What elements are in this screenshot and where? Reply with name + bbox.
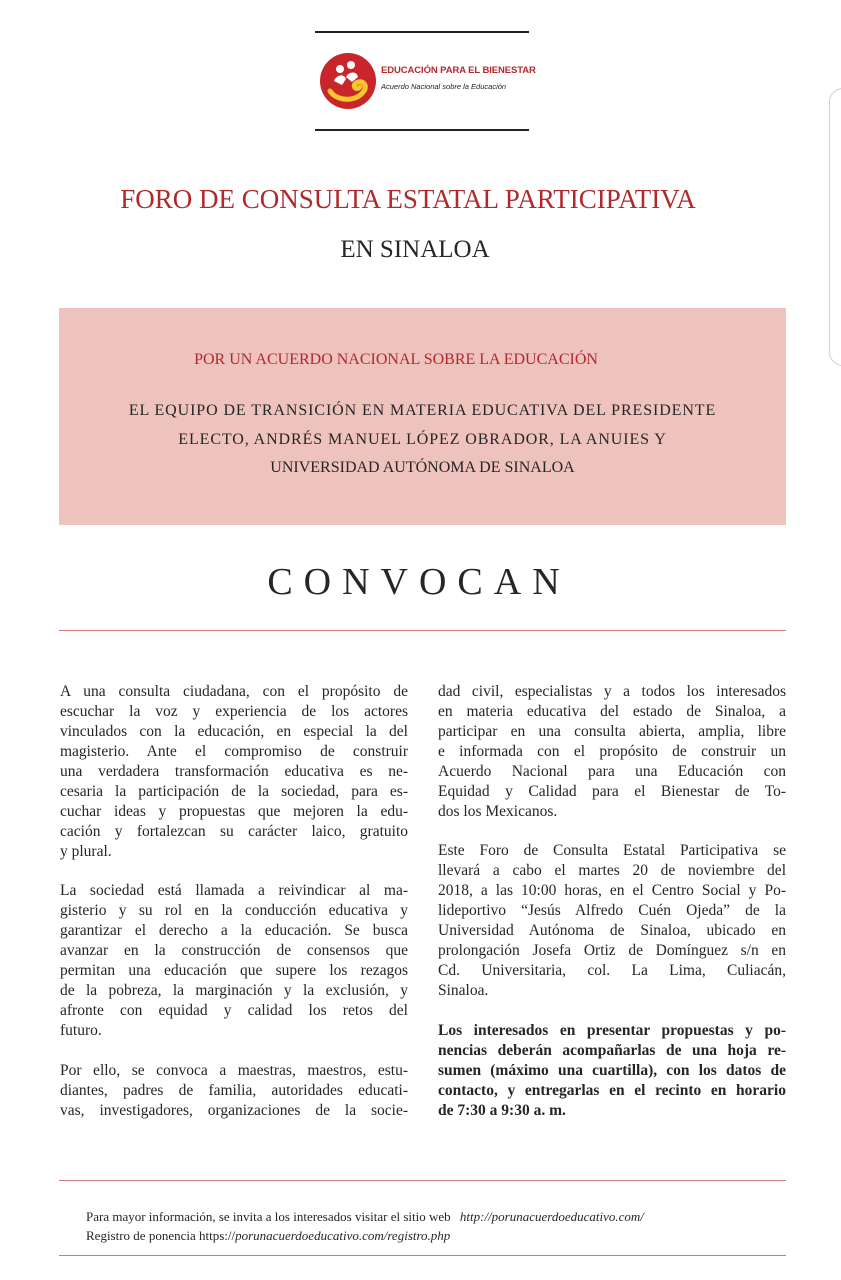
logo-bottom-rule [315,129,529,131]
logo [315,31,536,131]
right-column-line: participar en una consulta abierta, amplia, libre [438,723,786,740]
left-column-line: permitan una educación que supere los rezagos [60,962,408,979]
right-column-line: contacto, y entregarlas en el recinto en horario [438,1082,786,1099]
divider [59,630,786,631]
footer-registro-url[interactable]: porunacuerdoeducativo.com/registro.php [235,1228,451,1243]
right-column-line: dad civil, especialistas y a todos los interesados [438,683,786,700]
left-column-line: A una consulta ciudadana, con el propósito de [60,683,408,700]
left-column-line: diantes, padres de familia, autoridades educati- [60,1082,408,1099]
page-subtitle: EN SINALOA [340,236,490,263]
right-column-line: Equidad y Calidad para el Bienestar de To- [438,783,786,800]
right-column-line: Acuerdo Nacional para una Educación con [438,763,786,780]
footer-registro-label: Registro de ponencia https:// [86,1228,236,1243]
left-column-line: cación y fortalezcan su carácter laico, gratuito [60,823,408,840]
left-column-line: vinculados con la educación, en especial la del [60,723,408,740]
right-column-line: dos los Mexicanos. [438,803,558,820]
banner-line-1: EL EQUIPO DE TRANSICIÓN EN MATERIA EDUCATIVA DEL PRESIDENTE [128,402,717,419]
right-column-line: 2018, a las 10:00 horas, en el Centro Social y Po- [438,882,786,899]
banner-line-3: UNIVERSIDAD AUTÓNOMA DE SINALOA [270,459,575,476]
left-column-line: escuchar la voz y experiencia de los actores [60,703,408,720]
logo-name: EDUCACIÓN PARA EL BIENESTAR [381,65,536,76]
left-column-line: futuro. [60,1022,102,1039]
left-column-line: Por ello, se convoca a maestras, maestros, estu- [60,1062,408,1079]
banner-slogan: POR UN ACUERDO NACIONAL SOBRE LA EDUCACIÓN [194,351,598,368]
right-column-line: Universidad Autónoma de Sinaloa, ubicado en [438,922,786,939]
left-column-line: La sociedad está llamada a reivindicar al ma- [60,882,408,899]
right-column-line: sumen (máximo una cuartilla), con los datos de [438,1062,786,1079]
right-column-line: Cd. Universitaria, col. La Lima, Culiacán, [438,962,786,979]
right-column-line: nencias deberán acompañarlas de una hoja re- [438,1042,786,1059]
right-column-line: llevará a cabo el martes 20 de noviembre del [438,862,786,879]
left-column-line: una verdadera transformación educativa es ne- [60,763,408,780]
right-column-line: prolongación Josefa Ortiz de Domínguez s/n en [438,942,786,959]
right-column-line: Este Foro de Consulta Estatal Participativa se [438,842,786,859]
convocan-heading: CONVOCAN [267,561,571,603]
footer-divider-top [59,1180,786,1181]
banner-line-2: ELECTO, ANDRÉS MANUEL LÓPEZ OBRADOR, LA ANUIES Y [178,431,667,448]
right-column-line: en materia educativa del estado de Sinaloa, a [438,703,786,720]
logo-subtitle: Acuerdo Nacional sobre la Educación [381,82,507,91]
footer-info [86,1209,644,1225]
logo-emblem-icon [318,51,378,111]
left-column-line: magisterio. Ante el compromiso de construir [60,743,408,760]
right-column-line: de 7:30 a 9:30 a. m. [438,1102,566,1119]
right-column-line: lideportivo “Jesús Alfredo Cuén Ojeda” de la [438,902,786,919]
right-column-line: Los interesados en presentar propuestas y po- [438,1022,786,1039]
logo-top-rule [315,31,529,33]
left-column-line: afronte con equidad y calidad los retos del [60,1002,408,1019]
left-column-line: vas, investigadores, organizaciones de la socie- [60,1102,408,1119]
footer-info-url[interactable]: http://porunacuerdoeducativo.com/ [459,1209,644,1224]
right-column-line: Sinaloa. [438,982,489,999]
left-column-line: cuchar ideas y propuestas que mejoren la edu- [60,803,408,820]
left-column-line: gisterio y su rol en la conducción educativa y [60,902,408,919]
left-column-line: de la pobreza, la marginación y la exclusión, y [60,982,408,999]
right-column-line: e informada con el propósito de construir un [438,743,786,760]
page-title: FORO DE CONSULTA ESTATAL PARTICIPATIVA [120,184,696,214]
left-column-line: garantizar el derecho a la educación. Se busca [60,922,408,939]
footer-registro [86,1228,450,1244]
scrollbar[interactable] [829,88,841,366]
footer-info-text: Para mayor información, se invita a los interesados visitar el sitio web [86,1209,451,1224]
left-column-line: avanzar en la construcción de consensos que [60,942,408,959]
left-column-line: y plural. [60,843,112,860]
left-column-line: cesaria la participación de la sociedad, para es- [60,783,408,800]
footer-divider-bottom [59,1255,786,1256]
